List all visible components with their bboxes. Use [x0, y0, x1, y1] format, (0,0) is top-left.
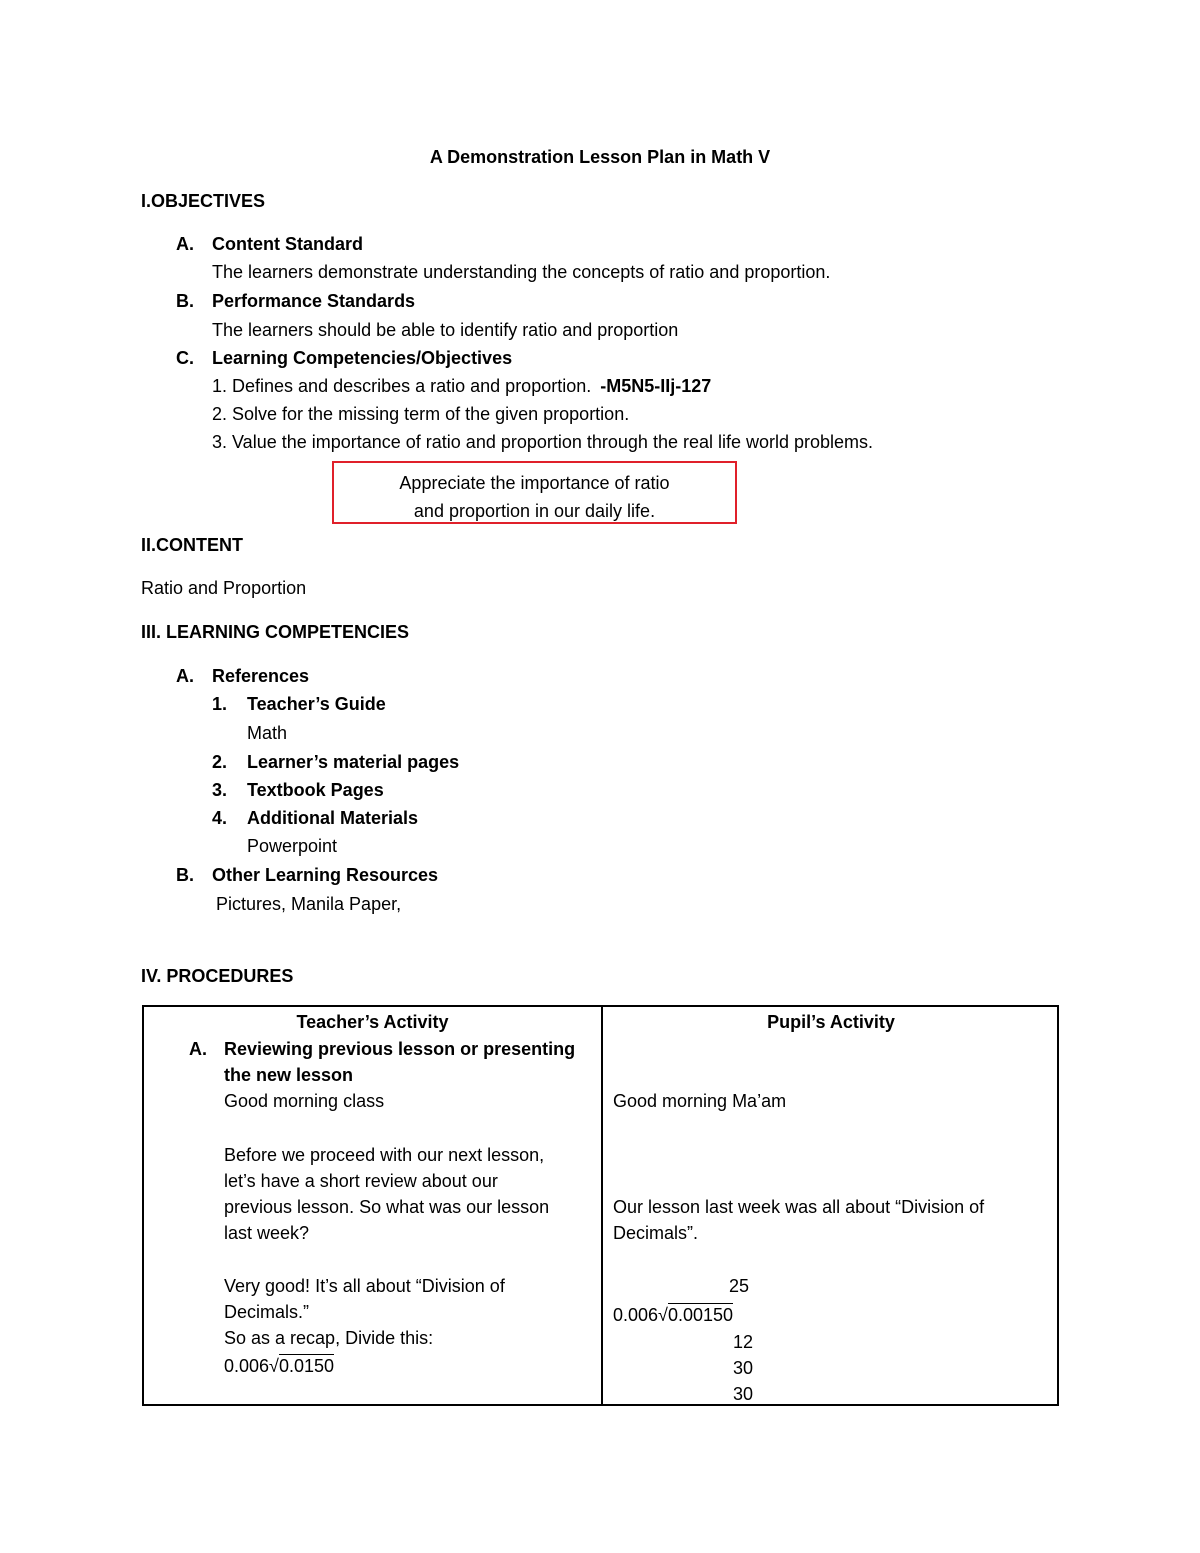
procedures-heading: IV. PROCEDURES [141, 966, 294, 986]
teacher-division-problem [224, 1355, 334, 1377]
step-a-label-line-1: Reviewing previous lesson or presenting [224, 1039, 576, 1059]
pupil-line: Decimals”. [613, 1223, 699, 1243]
ref-4-label: Additional Materials [247, 808, 419, 828]
document-title: A Demonstration Lesson Plan in Math V [429, 147, 771, 167]
teacher-activity-header: Teacher’s Activity [296, 1012, 449, 1032]
teacher-activity-cell [143, 1006, 602, 1405]
teacher-line: Decimals.” [224, 1302, 310, 1322]
other-resources-marker: B. [176, 865, 194, 885]
content-standard-text: The learners demonstrate understanding the concepts of ratio and proportion. [212, 262, 831, 282]
competency-item-3: 3. Value the importance of ratio and proportion through the real life world problems. [212, 432, 874, 452]
callout-box [332, 461, 737, 524]
step-a-label-line-2: the new lesson [224, 1065, 354, 1085]
teacher-line: last week? [224, 1223, 310, 1243]
ref-1-num: 1. [212, 694, 228, 714]
ref-4-num: 4. [212, 808, 228, 828]
ref-2-num: 2. [212, 752, 228, 772]
other-resources-text: Pictures, Manila Paper, [216, 894, 402, 914]
pupil-line: Good morning Ma’am [613, 1091, 787, 1111]
content-text: Ratio and Proportion [141, 578, 307, 598]
competency-item-2: 2. Solve for the missing term of the given proportion. [212, 404, 630, 424]
other-resources-label: Other Learning Resources [212, 865, 439, 885]
pupil-activity-cell [602, 1006, 1058, 1405]
pupil-activity-header: Pupil’s Activity [767, 1012, 895, 1032]
pupil-dividend: 0.00150 [667, 1305, 734, 1325]
performance-standards-text: The learners should be able to identify ratio and proportion [212, 320, 679, 340]
step-a-marker: A. [189, 1039, 207, 1059]
ref-3-num: 3. [212, 780, 228, 800]
division-bracket-icon: √ [269, 1356, 279, 1376]
teacher-line: Before we proceed with our next lesson, [224, 1145, 545, 1165]
ref-1-label: Teacher’s Guide [247, 694, 386, 714]
ref-4-sub: Powerpoint [247, 836, 338, 856]
callout-line-1: Appreciate the importance of ratio [399, 473, 670, 493]
callout-line-2: and proportion in our daily life. [413, 501, 656, 521]
pupil-division-problem [613, 1304, 733, 1326]
competency-item-1 [212, 375, 711, 397]
pupil-work-line: 30 [733, 1384, 754, 1404]
teacher-dividend: 0.0150 [278, 1356, 334, 1376]
teacher-line: previous lesson. So what was our lesson [224, 1197, 550, 1217]
ref-2-label: Learner’s material pages [247, 752, 460, 772]
content-heading: II.CONTENT [141, 535, 243, 555]
marker-c: C. [176, 348, 194, 368]
teacher-line: Very good! It’s all about “Division of [224, 1276, 505, 1296]
teacher-line: let’s have a short review about our [224, 1171, 498, 1191]
performance-standards-label: Performance Standards [212, 291, 416, 311]
ref-3-label: Textbook Pages [247, 780, 384, 800]
pupil-quotient: 25 [729, 1276, 750, 1296]
competencies-label: Learning Competencies/Objectives [212, 348, 513, 368]
references-label: References [212, 666, 310, 686]
marker-a: A. [176, 234, 194, 254]
content-standard-label: Content Standard [212, 234, 363, 254]
references-marker: A. [176, 666, 194, 686]
division-bracket-icon: √ [658, 1305, 668, 1325]
teacher-line: Good morning class [224, 1091, 385, 1111]
procedures-table [142, 1005, 1059, 1406]
teacher-line: So as a recap, Divide this: [224, 1328, 434, 1348]
pupil-line: Our lesson last week was all about “Division of [613, 1197, 985, 1217]
marker-b: B. [176, 291, 194, 311]
pupil-divisor: 0.006 [613, 1305, 659, 1325]
learning-heading: III. LEARNING COMPETENCIES [141, 622, 410, 642]
pupil-work-line: 30 [733, 1358, 754, 1378]
competency-code: -M5N5-IIj-127 [600, 376, 712, 396]
pupil-work-line: 12 [733, 1332, 754, 1352]
ref-1-sub: Math [247, 723, 288, 743]
competency-item-1-text: 1. Defines and describes a ratio and proportion. [212, 376, 592, 396]
teacher-divisor: 0.006 [224, 1356, 270, 1376]
objectives-heading: I.OBJECTIVES [141, 191, 266, 211]
